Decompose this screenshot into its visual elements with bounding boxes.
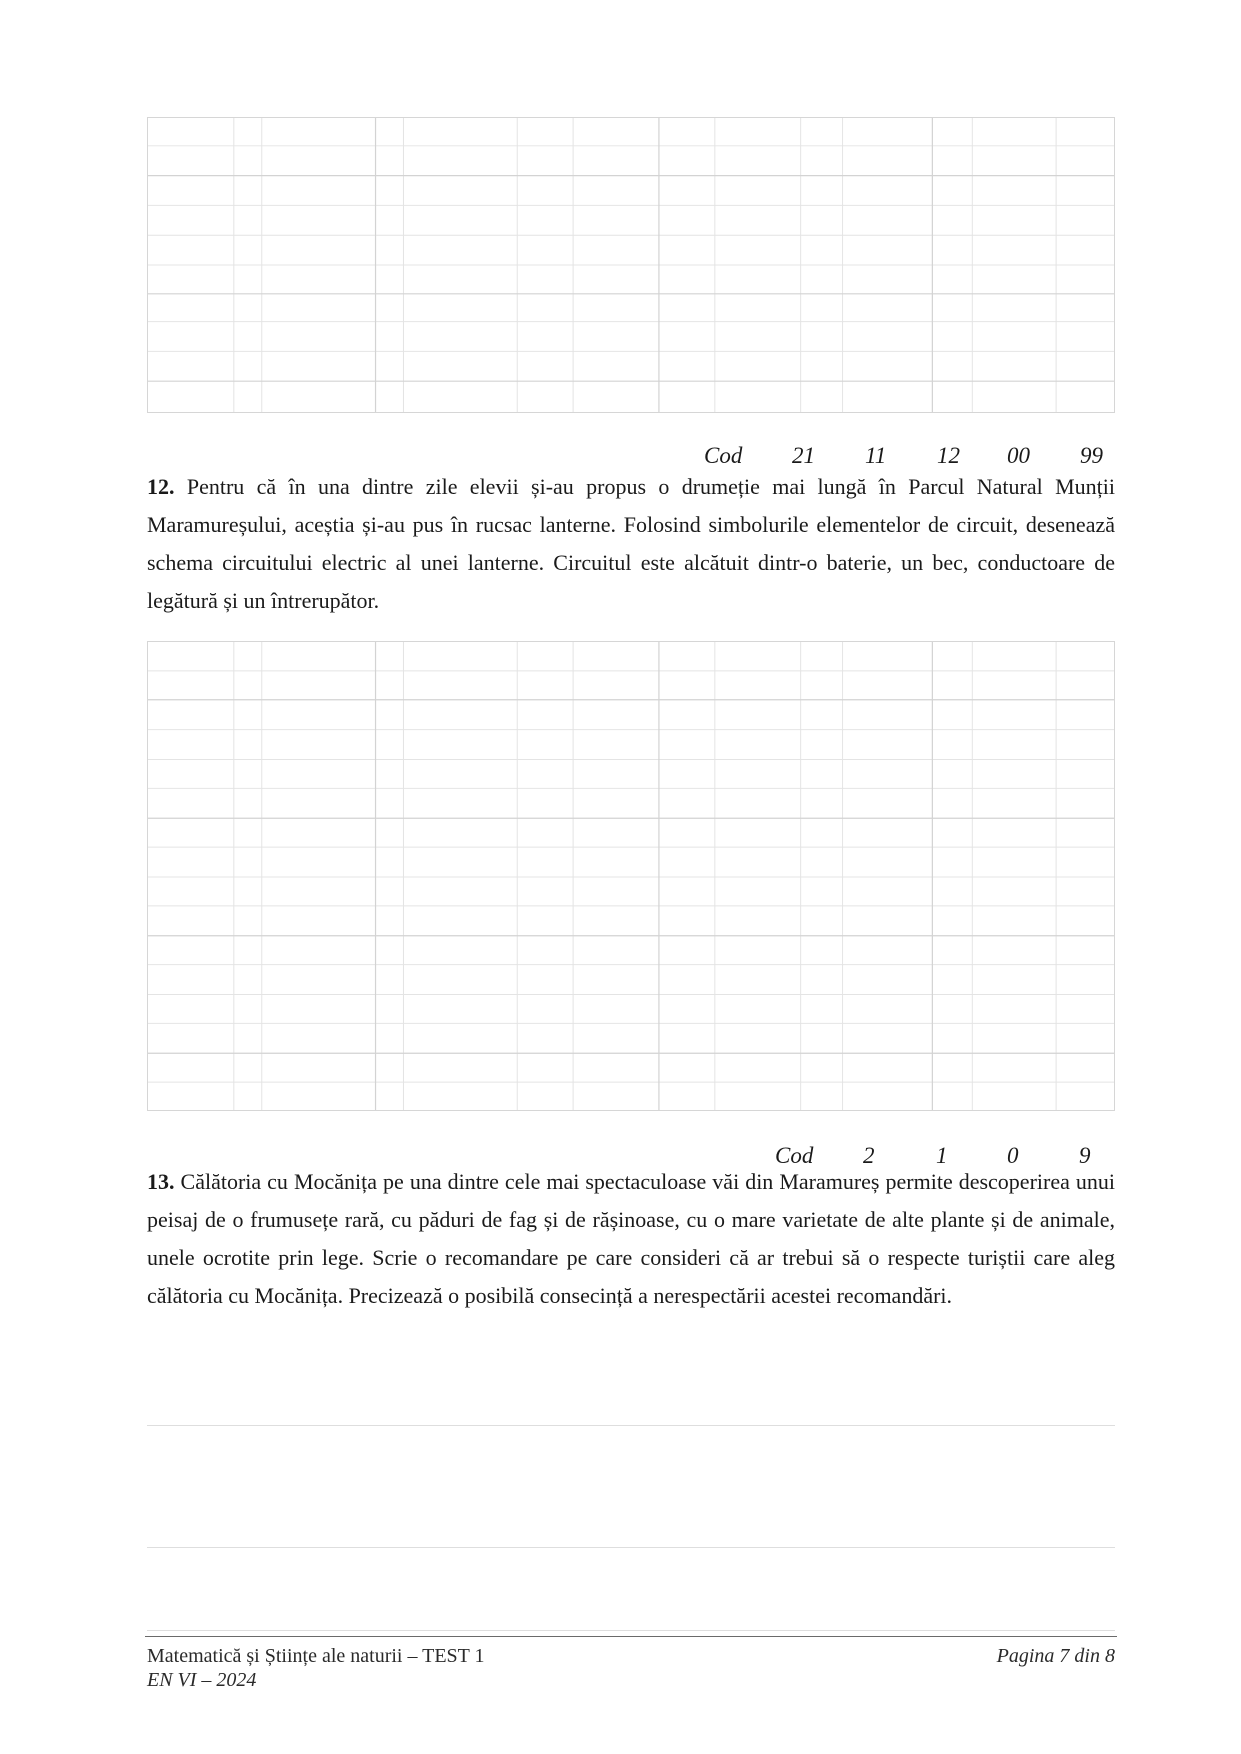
answer-grid-q12[interactable] bbox=[147, 641, 1115, 1111]
answer-line[interactable] bbox=[147, 1425, 1115, 1426]
question-13 bbox=[147, 1163, 1115, 1315]
code-label: Cod bbox=[775, 1143, 814, 1168]
code-value: 21 bbox=[792, 443, 815, 468]
code-value: 12 bbox=[937, 443, 960, 468]
code-label: Cod bbox=[704, 443, 743, 468]
question-number: 12. bbox=[147, 474, 175, 499]
code-value: 11 bbox=[865, 443, 887, 468]
code-value: 2 bbox=[863, 1143, 875, 1168]
code-value: 1 bbox=[936, 1143, 948, 1168]
question-text: Călătoria cu Mocănița pe una dintre cele mai spectaculoase văi din Maramureș permite descoperirea unui peisaj de o frumusețe rară, cu păduri de fag și de rășinoase, cu o mare varietate de alte plante și de animale, unele ocrotite prin lege. Scrie o recomandare pe care consideri că ar trebui să o respecte turiștii care aleg călătoria cu Mocănița. Precizează o posibilă consecință a nerespectării acestei recomandări. bbox=[147, 1169, 1115, 1308]
footer-edition: EN VI – 2024 bbox=[147, 1669, 257, 1691]
footer-divider bbox=[145, 1636, 1117, 1637]
question-number: 13. bbox=[147, 1169, 175, 1194]
code-value: 0 bbox=[1007, 1143, 1019, 1168]
code-value: 00 bbox=[1007, 443, 1030, 468]
code-value: 9 bbox=[1079, 1143, 1091, 1168]
scoring-code-row-q11 bbox=[0, 441, 1241, 471]
page-number: Pagina 7 din 8 bbox=[996, 1645, 1115, 1667]
question-12 bbox=[147, 468, 1115, 620]
answer-line[interactable] bbox=[147, 1630, 1115, 1631]
footer-title: Matematică și Științe ale naturii – TEST 1 bbox=[147, 1645, 485, 1667]
answer-grid-q11[interactable] bbox=[147, 117, 1115, 413]
answer-line[interactable] bbox=[147, 1547, 1115, 1548]
grid-lines bbox=[148, 118, 1114, 412]
question-text: Pentru că în una dintre zile elevii și-au propus o drumeție mai lungă în Parcul Natural Munții Maramureșului, aceștia și-au pus în rucsac lanterne. Folosind simbolurile elementelor de circuit, desenează schema circuitului electric al unei lanterne. Circuitul este alcătuit dintr-o baterie, un bec, conductoare de legătură și un întrerupător. bbox=[147, 474, 1115, 613]
grid-lines bbox=[148, 642, 1114, 1110]
code-value: 99 bbox=[1080, 443, 1103, 468]
